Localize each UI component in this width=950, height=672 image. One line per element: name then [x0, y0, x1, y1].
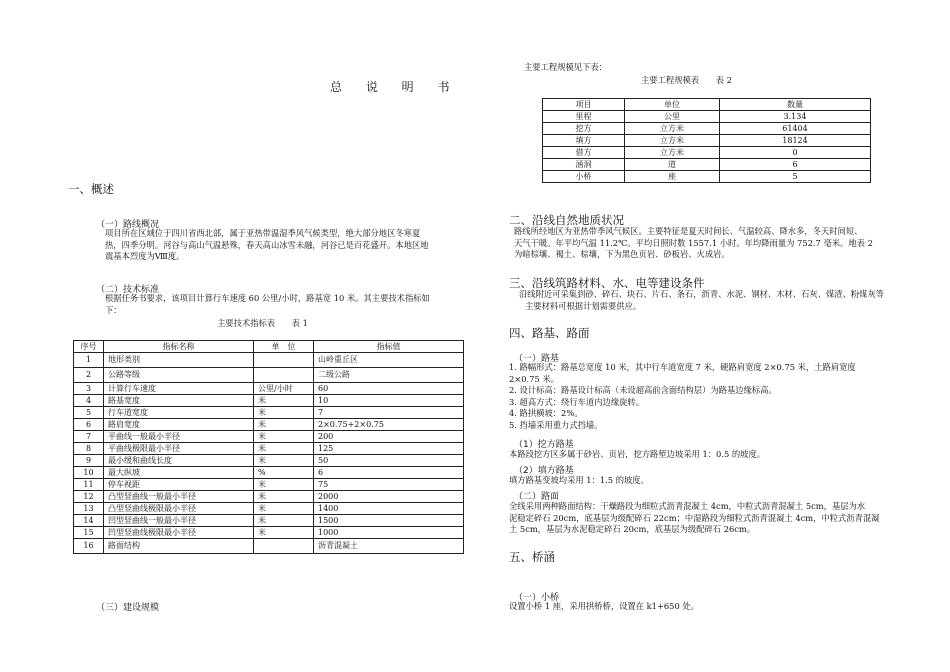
scale-intro: 主要工程规模见下表： [524, 62, 607, 72]
table-cell: 5 [74, 407, 104, 419]
table-row [74, 431, 464, 443]
table-row [74, 383, 464, 395]
table-cell [254, 353, 314, 368]
text-line: 2. 设计标高：路基设计标高（未设超高前含面结构层）为路基边缘标高。 [509, 385, 777, 395]
header-cell: 项目 [543, 99, 625, 111]
table-cell: % [254, 467, 314, 479]
table-cell: 15 [74, 527, 104, 539]
table-row [543, 135, 871, 147]
header-cell: 指标值 [314, 341, 464, 353]
table-cell: 米 [254, 395, 314, 407]
tech-spec-table [73, 340, 464, 554]
table-row [543, 147, 871, 159]
small-bridge-heading: （一）小桥 [514, 593, 560, 603]
table-cell: 米 [254, 527, 314, 539]
section-bridges-heading: 五、桥涵 [509, 550, 555, 564]
pavement-text [509, 501, 880, 536]
cut-subgrade-heading: （1）挖方路基 [514, 440, 574, 450]
table-cell: 路面结构 [104, 539, 254, 554]
table-cell: 里程 [543, 111, 625, 123]
table-row [74, 353, 464, 368]
table-cell: 4 [74, 395, 104, 407]
table-cell: 50 [314, 455, 464, 467]
table-cell: 立方米 [625, 147, 720, 159]
table-cell [254, 368, 314, 383]
text-line: 为暗棕壤、褐土、棕壤，下为黑色页岩、砂板岩、火成岩。 [514, 249, 730, 259]
table-cell: 米 [254, 455, 314, 467]
text-line: 5. 挡墙采用重力式挡墙。 [509, 419, 603, 430]
table-cell: 125 [314, 443, 464, 455]
table-cell: 米 [254, 419, 314, 431]
table-row [74, 527, 464, 539]
table-cell: 1000 [314, 527, 464, 539]
table-cell: 2000 [314, 491, 464, 503]
table-cell: 米 [254, 491, 314, 503]
table-row [74, 503, 464, 515]
text-line: 项目所在区域位于四川省西北部，属于亚热带温湿季风气候类型，绝大部分地区冬寒夏 [105, 228, 421, 238]
build-scale-heading: （三）建设规模 [96, 603, 160, 613]
pavement-heading: （二）路面 [514, 492, 560, 502]
text-line: 热，四季分明。河谷与高山气温悬殊，春天高山冰雪未融，河谷已是百花盛开。本地区地 [105, 239, 429, 250]
table-cell: 6 [74, 419, 104, 431]
header-cell: 单位 [625, 99, 720, 111]
table-cell: 2×0.75+2×0.75 [314, 419, 464, 431]
table-cell: 16 [74, 539, 104, 554]
table-cell: 立方米 [625, 135, 720, 147]
text-line: 天气干暖。年平均气温 11.2℃。平均日照时数 1557.1 小时。年均降雨量为 752.7 毫米。地表 2 [514, 237, 873, 248]
table-cell [254, 539, 314, 554]
section-overview-heading: 一、概述 [68, 182, 114, 196]
section-geology-heading: 二、沿线自然地质状况 [509, 213, 624, 227]
table-cell: 小桥 [543, 171, 625, 183]
table-cell: 8 [74, 443, 104, 455]
table-cell: 凹型竖曲线一般最小半径 [104, 515, 254, 527]
table-row [543, 159, 871, 171]
table-row [74, 419, 464, 431]
table-cell: 米 [254, 443, 314, 455]
project-scale-table [542, 98, 871, 183]
table-cell: 7 [314, 407, 464, 419]
text-line: 4. 路拱横坡：2%。 [509, 408, 583, 418]
header-cell: 单 位 [254, 341, 314, 353]
text-line: 主要材料可根据计划需要供应。 [525, 300, 642, 311]
table-cell: 1 [74, 353, 104, 368]
table-cell: 7 [74, 431, 104, 443]
tech-standard-text [105, 293, 430, 316]
table2-caption: 主要工程规模表 表 2 [641, 75, 732, 85]
table-cell: 米 [254, 515, 314, 527]
table-cell: 凸型竖曲线一般最小半径 [104, 491, 254, 503]
table-cell: 凹型竖曲线极限最小半径 [104, 527, 254, 539]
table-cell: 10 [74, 467, 104, 479]
table-header-row [74, 341, 464, 353]
table-row [74, 443, 464, 455]
table-cell: 立方米 [625, 123, 720, 135]
text-line: 泥稳定碎石 20cm，底基层为级配碎石 22cm；中湿路段为细粒式沥青混凝土 4cm，中粒式沥青混凝 [509, 512, 880, 523]
table-cell: 10 [314, 395, 464, 407]
text-line: 震基本烈度为Ⅷ度。 [105, 251, 185, 261]
text-line: 路线所经地区为亚热带季风气候区。主要特征是夏天时间长、气温较高、降水多，冬天时间短、 [514, 226, 863, 236]
table-cell: 3 [74, 383, 104, 395]
table-cell: 1400 [314, 503, 464, 515]
table-cell: 路基宽度 [104, 395, 254, 407]
section-subgrade-heading: 四、路基、路面 [509, 326, 590, 340]
table-row [543, 171, 871, 183]
table-cell: 2 [74, 368, 104, 383]
table-cell: 14 [74, 515, 104, 527]
table-cell: 平曲线一般最小半径 [104, 431, 254, 443]
header-cell: 指标名称 [104, 341, 254, 353]
table-row [74, 395, 464, 407]
table-cell: 停车视距 [104, 479, 254, 491]
table-cell: 平曲线极限最小半径 [104, 443, 254, 455]
table-cell: 山岭重丘区 [314, 353, 464, 368]
table-row [74, 479, 464, 491]
subgrade-heading: （一）路基 [514, 354, 560, 364]
table-row [74, 455, 464, 467]
fill-subgrade-text: 填方路基变坡均采用 1：1.5 的坡度。 [509, 475, 649, 485]
table-cell: 0 [720, 147, 871, 159]
table-cell: 最小缓和曲线长度 [104, 455, 254, 467]
table-cell: 道 [625, 159, 720, 171]
table-cell: 3.134 [720, 111, 871, 123]
table-cell: 9 [74, 455, 104, 467]
table-cell: 公里/小时 [254, 383, 314, 395]
table-cell: 200 [314, 431, 464, 443]
route-overview-heading: （一）路线概况 [96, 220, 160, 230]
route-overview-text [105, 228, 429, 263]
materials-text [519, 289, 884, 312]
table-cell: 凸型竖曲线极限最小半径 [104, 503, 254, 515]
table-cell: 13 [74, 503, 104, 515]
table-row [74, 368, 464, 383]
fill-subgrade-heading: （2）填方路基 [514, 466, 574, 476]
text-line: 全线采用两种路面结构：干燥路段为细粒式沥青混凝土 4cm，中粒式沥青混凝土 5cm，基层为水 [509, 501, 866, 511]
tech-standard-heading: （二）技术标准 [96, 285, 160, 295]
text-line: 2×0.75 米。 [509, 373, 559, 384]
table-cell: 填方 [543, 135, 625, 147]
table-cell: 涵洞 [543, 159, 625, 171]
geology-text [514, 226, 873, 261]
table-cell: 12 [74, 491, 104, 503]
table-cell: 行车道宽度 [104, 407, 254, 419]
table-row [74, 407, 464, 419]
cut-subgrade-text: 本路段挖方区多属于砂岩、页岩，挖方路堑边坡采用 1：0.5 的坡度。 [509, 449, 766, 459]
table-cell: 米 [254, 479, 314, 491]
table-cell: 75 [314, 479, 464, 491]
table-cell: 地形类别 [104, 353, 254, 368]
table-cell: 公里 [625, 111, 720, 123]
text-line: 下： [105, 304, 122, 315]
table-cell: 米 [254, 407, 314, 419]
table-cell: 计算行车速度 [104, 383, 254, 395]
page-title: 总 说 明 书 [330, 80, 460, 94]
header-cell: 序号 [74, 341, 104, 353]
table-cell: 沥青混凝土 [314, 539, 464, 554]
table-row [543, 111, 871, 123]
small-bridge-text: 设置小桥 1 座，采用拱桥桥，设置在 k1+650 处。 [509, 601, 699, 611]
header-cell: 数量 [720, 99, 871, 111]
table-row [74, 515, 464, 527]
table1-caption: 主要技术指标表 表 1 [217, 318, 308, 328]
text-line: 3. 超高方式：绕行车道内边缘旋转。 [509, 396, 645, 407]
table-cell: 1500 [314, 515, 464, 527]
table-cell: 60 [314, 383, 464, 395]
table-row [74, 467, 464, 479]
table-cell: 米 [254, 503, 314, 515]
subgrade-text [509, 362, 856, 431]
table-cell: 借方 [543, 147, 625, 159]
table-cell: 6 [314, 467, 464, 479]
table-cell: 5 [720, 171, 871, 183]
table-header-row [543, 99, 871, 111]
table-cell: 6 [720, 159, 871, 171]
text-line: 沿线附近可采集到砂、碎石、块石、片石、条石，沥青、水泥、钢材、木材、石灰、煤渣、粉煤灰等 [519, 289, 885, 299]
table-cell: 公路等级 [104, 368, 254, 383]
table-cell: 11 [74, 479, 104, 491]
text-line: 1. 路幅形式：路基总宽度 10 米，其中行车道宽度 7 米，硬路肩宽度 2×0.75 米，土路肩宽度 [509, 362, 856, 372]
table-cell: 米 [254, 431, 314, 443]
table-row [543, 123, 871, 135]
table-cell: 挖方 [543, 123, 625, 135]
text-line: 土 5cm，基层为水泥稳定碎石 20cm，底基层为级配碎石 26cm。 [509, 524, 756, 534]
table-cell: 61404 [720, 123, 871, 135]
table-cell: 最大纵坡 [104, 467, 254, 479]
table-row [74, 539, 464, 554]
table-cell: 座 [625, 171, 720, 183]
table-cell: 路肩宽度 [104, 419, 254, 431]
table-cell: 二级公路 [314, 368, 464, 383]
table-cell: 18124 [720, 135, 871, 147]
section-materials-heading: 三、沿线筑路材料、水、电等建设条件 [509, 276, 705, 290]
text-line: 根据任务书要求，该项目计算行车速度 60 公里/小时，路基宽 10 米。其主要技术指标如 [105, 293, 430, 303]
table-row [74, 491, 464, 503]
